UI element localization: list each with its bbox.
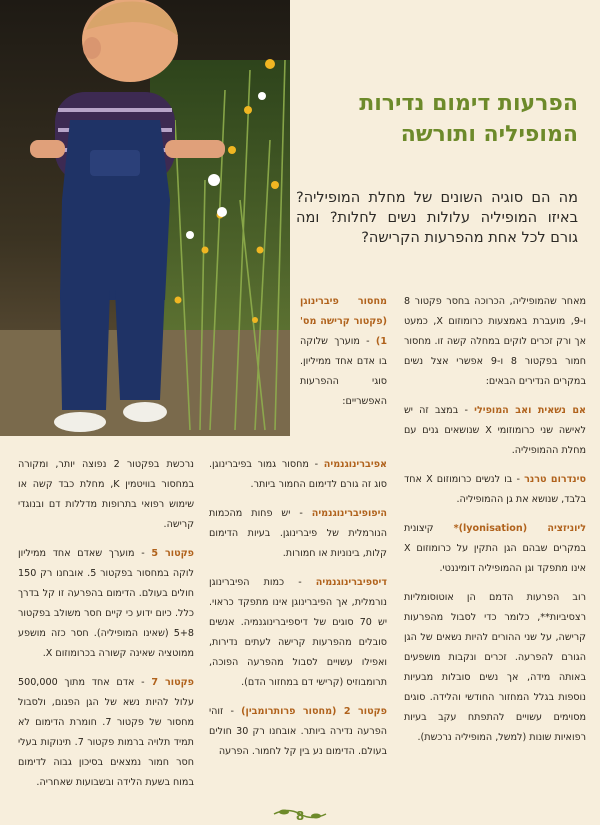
subheading: היפופיברינוגנמיה — [311, 508, 387, 519]
title-line-2: המופיליה ותורשה — [400, 122, 578, 147]
paragraph: ליוניזציה (lyonisation)* קיצונית במקרים שבהם הגן התקין על כרומוזום X אינו מתפקד וגן ההמופיליה דומיננטי. — [404, 523, 586, 574]
paragraph: דיספיברינוגנמיה - כמות הפיברינוגן נורמלית, אך הפיברינוגן אינו מתפקד כראוי. יש 70 סוגים של דיספיברינוגנמיה. אנשים סובלים מהפרעות קרישה לעתים נדירות, ואפילו עשויים לסבול מהפרעה הפוכה, תרומבוזיס (קרישי דם במחזור הדם). — [209, 577, 387, 688]
text-column-right — [404, 292, 586, 757]
article-title — [293, 88, 578, 150]
paragraph: היפופיברינוגנמיה - יש פחות מהכמות הנורמלית של פיברינוגן. בעיות הדימום קלות, בינוניות או חמורות. — [209, 508, 387, 559]
paragraph: פקטור 5 - מוערך שאדם אחד ממיליון לוקה במחסור בפקטור 5. אובחנו רק 150 חולים בעולם. הדימום בהפרעה זו קל בדרך כלל. כיום ידוע כי קיים חסר משולב בפקטור 5+8 (שאינו המופיליה). חסר כזה מושפע ממוטציה שאינה קשורה בכרומוזום X. — [18, 548, 194, 659]
paragraph: פקטור 7 - אדם אחד מתוך 500,000 עלול להיות נשא של הגן הפגום, ולסבול מחסור של פקטור 7. חומרת הדימום לא תמיד תלויה ברמות פקטור 7. תינוקות בעלי חסר חמור נמצאים בסיכון גבוה לדימום במוח בשעת הלידה ובשבועות שאחריה. — [18, 677, 194, 788]
subheading: ליוניזציה (lyonisation)* — [453, 523, 586, 534]
paragraph: אם נשאית ואב המופילי - במצב זה יש לאישה שני כרומוזומי X שנושאים גנים עם מחלת ההמופיליה. — [404, 405, 587, 456]
toddler-in-meadow-photo — [0, 0, 290, 436]
text-column-left — [18, 455, 194, 802]
title-line-1: הפרעות דימום נדירות — [359, 91, 578, 116]
paragraph: אפיברינוגנמיה - מחסור גמור בפיברינוגן. סוג זה גורם לדימום החמור ביותר. — [209, 459, 387, 490]
lead-paragraph: מה הם סוגיה השונים של מחלת המופיליה? באיזו המופיליה עלולות נשים לחלות? ומה גורם לכל אחת מהפרעות הקרישה? — [296, 190, 578, 246]
paragraph: רוב הפרעות הדמם הן אוטוסומליות רצסיביות**, כלומר כדי לסבול מהפרעות קרישה, על שני ההורים להיות נשאים של הגן הגורם להפרעה. זכרים ונקבות מושפעים באותה מידה, אך נשים סובלות מבעיות נוספות בגלל המחזור החודשי והלידה. סוגים מסוימים עשויים להתפתח עקב בעיות רפואיות שונות (למשל, המופיליה נרכשת). — [404, 592, 586, 743]
subheading: פקטור 2 (מחסור פרותרומבין) — [241, 706, 387, 717]
paragraph: מחסור פיברינוגן (פקטור קרישה מס' 1) - מוערך שלוקה בו אדם אחד ממיליון. סוגי ההפרעות האפשריים: — [300, 296, 387, 407]
subheading: פקטור 5 — [151, 548, 194, 559]
paragraph: פקטור 2 (מחסור פרותרומבין) - זוהי הפרעה נדירה ביותר. אובחנו רק 30 חולים בעולם. הדימום נע בין קל לחמור. הפרעה — [209, 706, 387, 757]
page-number: 8 — [295, 809, 305, 823]
subheading: דיספיברינוגנמיה — [315, 577, 387, 588]
paragraph: נרכשת בפקטור 2 נפוצה יותר, ומקורה במחסור בוויטמין K, מחלת כבד קשה או שימוש רפואי בתרופות מדללות דם ובנוגדי קרישה. — [18, 459, 194, 530]
paragraph: מאחר שהמופיליה, הכרוכה בחסר פקטור 8 ו-9, מועברת באמצעות כרומוזום X, כמעט אך ורק זכרים לוקים במחלה קשה זו. מחסור חמור בפקטור 8 ו-9 אפשרי אצל נשים במקרים הנדירים הבאים: — [404, 296, 586, 387]
text-column-middle-top — [300, 292, 387, 421]
subheading: אפיברינוגנמיה — [323, 459, 387, 470]
subheading: אם נשאית ואב המופילי — [474, 405, 587, 416]
subheading: מחסור פיברינוגן (פקטור קרישה מס' 1) — [300, 296, 387, 347]
text-column-middle — [209, 455, 387, 771]
paragraph: סינדרום טרנר - בו לנשים כרומוזום X אחד בלבד, שנושא את גן ההמופיליה. — [404, 474, 586, 505]
subheading: סינדרום טרנר — [524, 474, 586, 485]
subheading: פקטור 7 — [151, 677, 194, 688]
